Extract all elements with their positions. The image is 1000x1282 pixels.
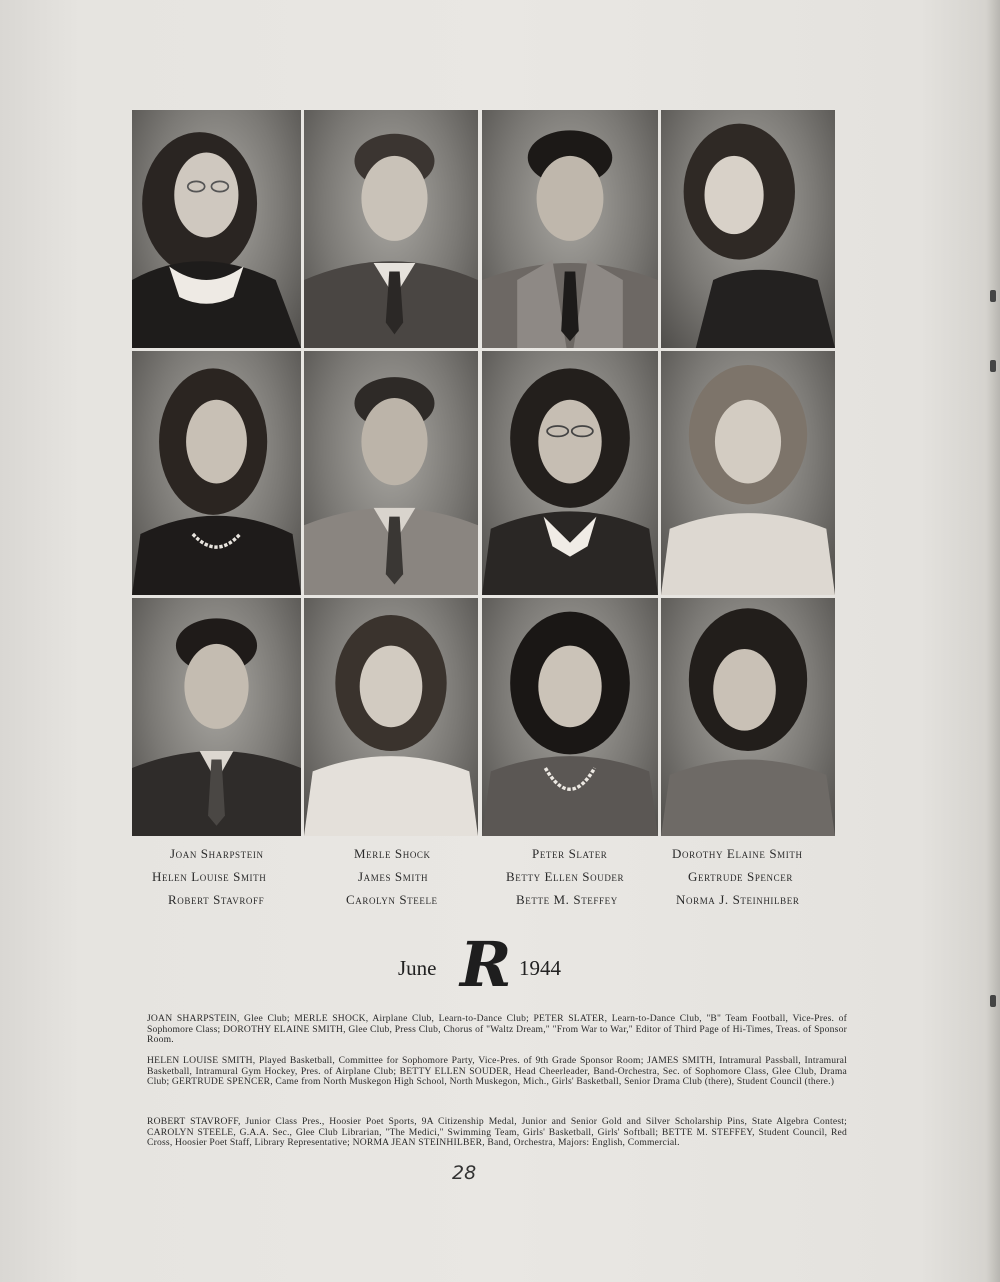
- name-caption: Merle Shock: [354, 846, 431, 861]
- name-caption: Helen Louise Smith: [152, 869, 267, 884]
- portrait-photo: [132, 598, 301, 836]
- name-caption: Carolyn Steele: [346, 892, 438, 907]
- portrait-merle-shock: [304, 110, 478, 348]
- portrait-gertrude-spencer: [661, 351, 835, 595]
- portrait-carolyn-steele: [304, 598, 478, 836]
- portrait-photo: [482, 351, 658, 595]
- portrait-photo: [132, 110, 301, 348]
- portrait-norma-j-steinhilber: [661, 598, 835, 836]
- name-caption: Joan Sharpstein: [170, 846, 264, 861]
- portrait-photo: [304, 110, 478, 348]
- name-caption: Dorothy Elaine Smith: [672, 846, 803, 861]
- portrait-helen-louise-smith: [132, 351, 301, 595]
- page-number: 28: [452, 1162, 477, 1184]
- portrait-photo: [661, 110, 835, 348]
- portrait-photo: [482, 110, 658, 348]
- date-month: June: [398, 956, 437, 980]
- bio-paragraph: JOAN SHARPSTEIN, Glee Club; MERLE SHOCK, Airplane Club, Learn-to-Dance Club; PETER SLATER, Learn-to-Dance Club, "B" Team Football, Vice-Pres. of Sophomore Class; DOROTHY ELAINE SMITH, Glee Club, Press Club, Chorus of "Waltz Dream," "From War to War," Editor of Third Page of Hi-Times, Treas. of Sponsor Room.: [147, 1013, 847, 1046]
- logo-letter: R: [460, 928, 512, 998]
- binder-mark: [990, 360, 996, 372]
- page-edge: [986, 0, 1000, 1282]
- portrait-james-smith: [304, 351, 478, 595]
- portrait-photo: [304, 351, 478, 595]
- portrait-dorothy-elaine-smith: [661, 110, 835, 348]
- portrait-peter-slater: [482, 110, 658, 348]
- portrait-photo: [304, 598, 478, 836]
- portrait-bette-m-steffey: [482, 598, 658, 836]
- name-caption: Gertrude Spencer: [688, 869, 793, 884]
- portrait-photo: [482, 598, 658, 836]
- bio-paragraph: HELEN LOUISE SMITH, Played Basketball, Committee for Sophomore Party, Vice-Pres. of 9th Grade Sponsor Room; JAMES SMITH, Intramural Passball, Intramural Basketball, Intramural Gym Hockey, Pres. of Airplane Club; BETTY ELLEN SOUDER, Head Cheerleader, Band-Orchestra, Sec. of Sophomore Class, Glee Club, Drama Club; GERTRUDE SPENCER, Came from North Muskegon High School, North Muskegon, Mich., Girls' Basketball, Senior Drama Club (there), Student Council (there.): [147, 1055, 847, 1088]
- portrait-photo: [661, 351, 835, 595]
- name-caption: James Smith: [358, 869, 429, 884]
- portrait-betty-ellen-souder: [482, 351, 658, 595]
- portrait-photo: [132, 351, 301, 595]
- bio-paragraph: ROBERT STAVROFF, Junior Class Pres., Hoosier Poet Sports, 9A Citizenship Medal, Junior and Senior Gold and Silver Scholarship Pins, State Algebra Contest; CAROLYN STEELE, G.A.A. Sec., Glee Club Librarian, "The Medici," Swimming Team, Girls' Basketball, Girls' Softball; BETTE M. STEFFEY, Student Council, Red Cross, Hoosier Poet Staff, Library Representative; NORMA JEAN STEINHILBER, Band, Orchestra, Majors: English, Commercial.: [147, 1116, 847, 1149]
- portrait-joan-sharpstein: [132, 110, 301, 348]
- name-caption: Bette M. Steffey: [516, 892, 618, 907]
- portrait-grid: [132, 110, 835, 836]
- name-caption: Robert Stavroff: [168, 892, 265, 907]
- binder-mark: [990, 290, 996, 302]
- name-caption: Betty Ellen Souder: [506, 869, 625, 884]
- portrait-robert-stavroff: [132, 598, 301, 836]
- r-logo: [452, 928, 522, 998]
- name-caption: Norma J. Steinhilber: [676, 892, 800, 907]
- class-date-header: [0, 928, 1000, 998]
- date-year: 1944: [519, 956, 561, 980]
- name-caption: Peter Slater: [532, 846, 608, 861]
- portrait-photo: [661, 598, 835, 836]
